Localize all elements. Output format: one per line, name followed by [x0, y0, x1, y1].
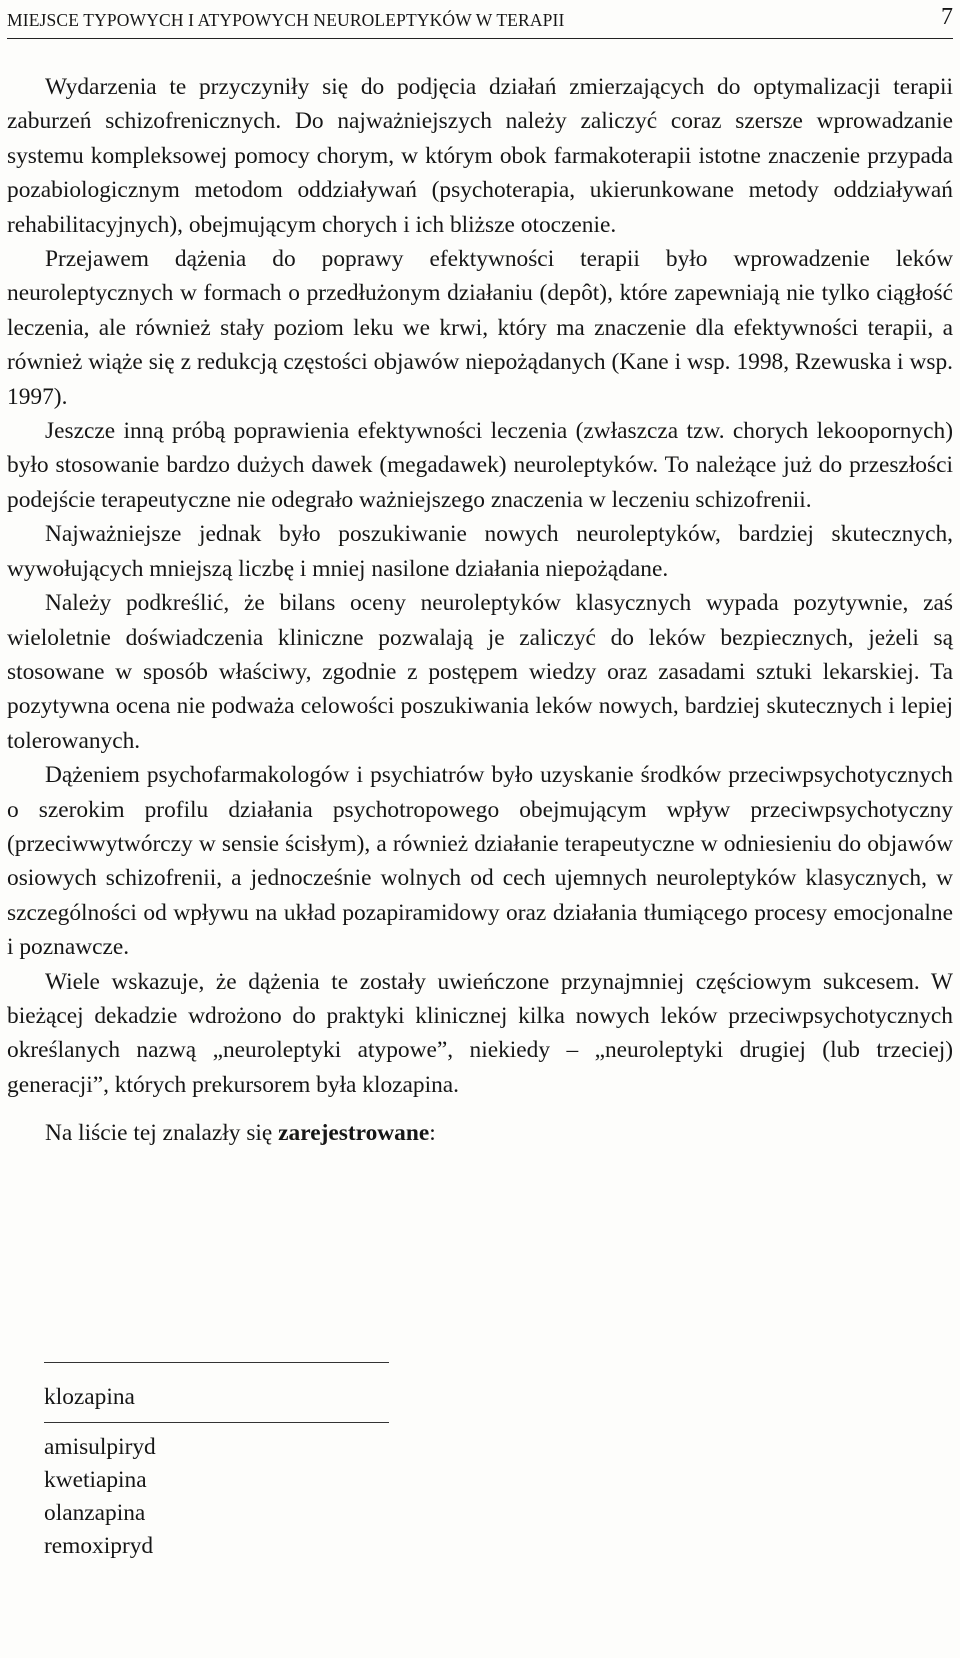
running-head — [7, 4, 953, 39]
drug-list — [44, 1362, 389, 1563]
drug-item: olanzapina — [44, 1500, 146, 1526]
list-intro-emphasis: zarejestrowane — [278, 1120, 430, 1147]
paragraph: Przejawem dążenia do poprawy efektywności terapii było wprowadzenie leków neuroleptycznych w formach o przedłużonym działaniu (depôt), które zapewniają nie tylko ciągłość leczenia, ale również stały poziom leku we krwi, który ma znaczenie dla efektywności terapii, a również wiąże się z redukcją częstości objawów niepożądanych (Kane i wsp. 1998, Rzewuska i wsp. 1997). — [7, 246, 953, 410]
running-title: MIEJSCE TYPOWYCH I ATYPOWYCH NEUROLEPTYKÓW W TERAPII — [7, 10, 565, 30]
paragraph: Wiele wskazuje, że dążenia te zostały uwieńczone przynajmniej częściowym sukcesem. W bieżącej dekadzie wdrożono do praktyki klinicznej kilka nowych leków przeciwpsychotycznych określanych nazwą „neuroleptyki atypowe”, niekiedy – „neuroleptyki drugiej (lub trzeciej) generacji”, których prekursorem była klozapina. — [7, 968, 953, 1098]
paragraph: Najważniejsze jednak było poszukiwanie nowych neuroleptyków, bardziej skutecznych, wywołujących mniejszą liczbę i mniej nasilone działania niepożądane. — [7, 521, 953, 582]
paragraph: Dążeniem psychofarmakologów i psychiatrów było uzyskanie środków przeciwpsychotycznych o szerokim profilu działania psychotropowego obejmującym wpływ przeciwpsychotyczny (przeciwwytwórczy w sensie ścisłym), a również działanie terapeutyczne w odniesieniu do objawów osiowych schizofrenii, a jednocześnie wolnych od cech ujemnych neuroleptyków klasycznych, w szczególności od wpływu na układ pozapiramidowy oraz działania tłumiącego procesy emocjonalne i poznawcze. — [7, 762, 953, 961]
drug-item: amisulpiryd — [44, 1434, 156, 1460]
list-rule-top — [44, 1362, 389, 1363]
page-number: 7 — [941, 4, 953, 30]
list-intro — [7, 1116, 953, 1150]
list-intro-text: Na liście tej znalazły się — [45, 1120, 279, 1147]
paragraph: Jeszcze inną próbą poprawienia efektywności leczenia (zwłaszcza tzw. chorych lekoopornych) było stosowanie bardzo dużych dawek (megadawek) neuroleptyków. To należące już do przeszłości podejście terapeutyczne nie odegrało ważniejszego znaczenia w leczeniu schizofrenii. — [7, 418, 953, 513]
drug-item: kwetiapina — [44, 1467, 147, 1493]
list-rule-middle — [44, 1422, 389, 1423]
drug-item: remoxipryd — [44, 1533, 154, 1559]
paragraph: Wydarzenia te przyczyniły się do podjęcia działań zmierzających do optymalizacji terapii zaburzeń schizofrenicznych. Do najważniejszych należy zaliczyć coraz szersze wprowadzanie systemu kompleksowej pomocy chorym, w którym obok farmakoterapii istotne znaczenie przypada pozabiologicznym metodom oddziaływań (psychoterapia, ukierunkowane metody oddziaływań rehabilitacyjnych), obejmującym chorych i ich bliższe otoczenie. — [7, 74, 953, 238]
paragraph: Należy podkreślić, że bilans oceny neuroleptyków klasycznych wypada pozytywnie, zaś wieloletnie doświadczenia kliniczne pozwalają je zaliczyć do leków bezpiecznych, jeżeli są stosowane w sposób właściwy, zgodnie z postępem wiedzy oraz zasadami sztuki lekarskiej. Ta pozytywna ocena nie podważa celowości poszukiwania leków nowych, bardziej skutecznych i lepiej tolerowanych. — [7, 590, 953, 754]
list-intro-suffix: : — [429, 1120, 436, 1147]
body-text — [7, 70, 953, 1151]
drug-item: klozapina — [44, 1384, 135, 1410]
